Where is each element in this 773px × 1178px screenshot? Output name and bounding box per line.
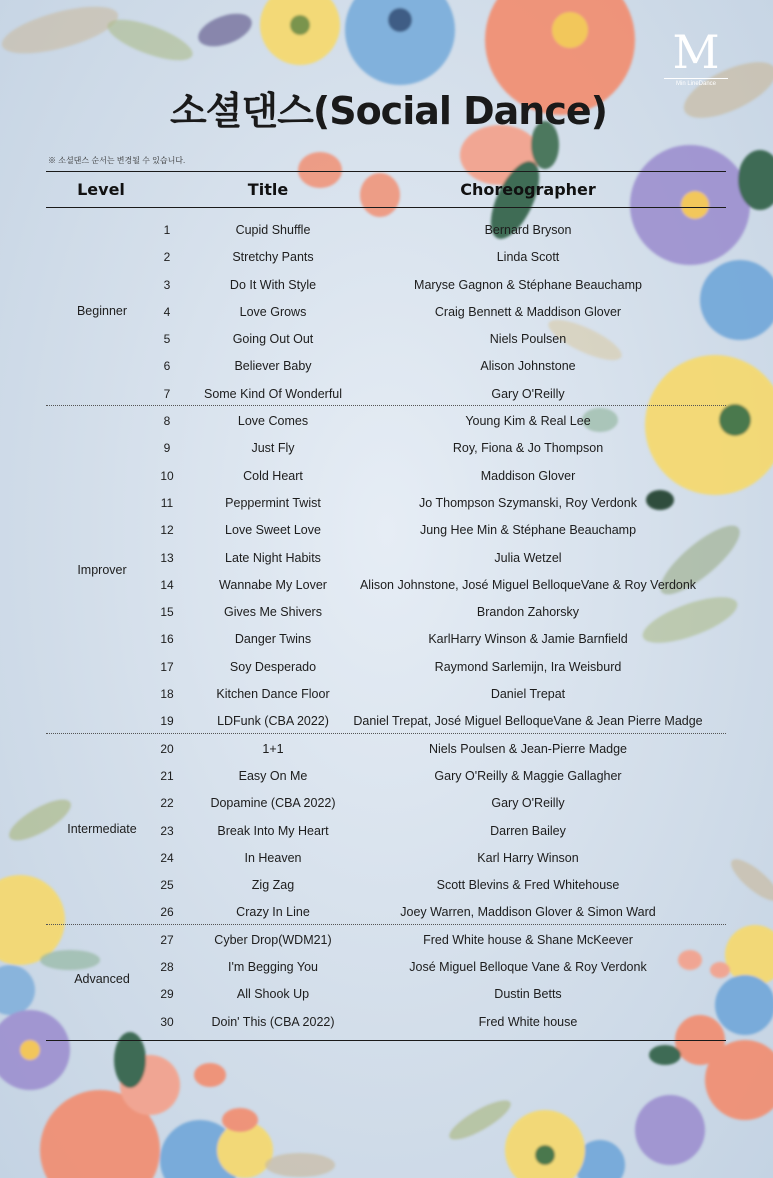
row-number: 11 (160, 495, 174, 510)
choreographer-name: Linda Scott (496, 250, 560, 265)
table-row (0, 625, 773, 652)
dance-title: 1+1 (262, 741, 284, 756)
table-row (0, 844, 773, 871)
choreographer-name: Scott Blevins & Fred Whitehouse (436, 878, 620, 893)
row-number: 25 (160, 878, 174, 893)
level-label: Intermediate (67, 822, 137, 837)
dance-title: I'm Begging You (228, 960, 318, 975)
table-row (0, 789, 773, 816)
table-row (0, 407, 773, 434)
table-row (0, 898, 773, 925)
table-row (0, 216, 773, 243)
dance-title: Crazy In Line (236, 905, 310, 920)
dance-title: Stretchy Pants (232, 250, 314, 265)
row-number: 24 (160, 850, 174, 865)
choreographer-name: Raymond Sarlemijn, Ira Weisburd (434, 659, 622, 674)
choreographer-name: Daniel Trepat, José Miguel BelloqueVane & Jean Pierre Madge (353, 714, 703, 729)
row-number: 7 (163, 386, 171, 401)
choreographer-name: Gary O'Reilly & Maggie Gallagher (434, 768, 622, 783)
dance-title: Love Grows (239, 304, 307, 319)
choreographer-name: Daniel Trepat (490, 687, 566, 702)
choreographer-name: Darren Bailey (490, 823, 566, 838)
choreographer-name: Bernard Bryson (484, 223, 572, 237)
level-separator (46, 733, 726, 734)
dance-title: In Heaven (244, 850, 302, 865)
choreographer-name: Fred White house & Shane McKeever (423, 932, 633, 947)
logo-subtitle: Min LineDance (675, 81, 717, 87)
header-choreographer: Choreographer (460, 180, 596, 199)
table-row (0, 325, 773, 352)
table-row (0, 434, 773, 461)
row-number: 26 (160, 905, 174, 920)
row-number: 29 (160, 987, 174, 1002)
choreographer-name: Roy, Fiona & Jo Thompson (452, 441, 604, 456)
level-label: Advanced (74, 972, 130, 987)
choreographer-name: José Miguel Belloque Vane & Roy Verdonk (409, 960, 647, 975)
choreographer-name: Julia Wetzel (494, 550, 562, 565)
table-row (0, 271, 773, 298)
dance-title: Peppermint Twist (225, 495, 321, 510)
logo (660, 26, 732, 87)
choreographer-name: Niels Poulsen (489, 332, 567, 347)
row-number: 18 (160, 687, 174, 702)
choreographer-name: Brandon Zahorsky (476, 605, 580, 620)
row-number: 27 (160, 932, 174, 947)
header-title: Title (247, 180, 289, 199)
row-number: 12 (160, 523, 174, 538)
choreographer-name: Jung Hee Min & Stéphane Beauchamp (419, 523, 637, 538)
dance-title: Do It With Style (229, 277, 317, 292)
dance-title: LDFunk (CBA 2022) (217, 714, 329, 729)
dance-title: Gives Me Shivers (224, 605, 322, 620)
row-number: 23 (160, 823, 174, 838)
table-bottom-rule (46, 1040, 726, 1041)
table-row (0, 871, 773, 898)
dance-title: Some Kind Of Wonderful (203, 386, 343, 401)
page-title: 소셜댄스(Social Dance) (170, 89, 608, 133)
choreographer-name: KarlHarry Winson & Jamie Barnfield (428, 632, 628, 647)
header-rule (46, 207, 726, 208)
row-number: 14 (160, 577, 174, 592)
level-label: Improver (77, 562, 127, 577)
table-row (0, 243, 773, 270)
choreographer-name: Craig Bennett & Maddison Glover (434, 304, 622, 319)
table-row (0, 707, 773, 734)
level-label: Beginner (76, 303, 128, 318)
table-row (0, 516, 773, 543)
choreographer-name: Young Kim & Real Lee (465, 414, 591, 429)
row-number: 1 (163, 223, 171, 237)
row-number: 22 (160, 796, 174, 811)
dance-title: Love Sweet Love (225, 523, 321, 538)
dance-title: Soy Desperado (229, 659, 317, 674)
row-number: 5 (163, 332, 171, 347)
dance-title: Love Comes (237, 414, 309, 429)
dance-title: All Shook Up (236, 987, 310, 1002)
level-separator (46, 405, 726, 406)
choreographer-name: Alison Johnstone (480, 359, 576, 374)
dance-title: Easy On Me (238, 768, 308, 783)
dance-title: Zig Zag (251, 878, 295, 893)
row-number: 13 (160, 550, 174, 565)
table-row (0, 598, 773, 625)
dance-title: Break Into My Heart (217, 823, 329, 838)
dance-table (0, 216, 773, 1035)
table-row (0, 926, 773, 953)
dance-title: Late Night Habits (225, 550, 321, 565)
row-number: 15 (160, 605, 174, 620)
table-row (0, 1008, 773, 1035)
schedule-note: ※ 소셜댄스 순서는 변경될 수 있습니다. (48, 156, 186, 165)
choreographer-name: Joey Warren, Maddison Glover & Simon Ward (400, 905, 656, 920)
level-separator (46, 924, 726, 925)
row-number: 6 (163, 359, 171, 374)
table-row (0, 762, 773, 789)
row-number: 8 (163, 414, 171, 429)
row-number: 2 (163, 250, 171, 265)
row-number: 17 (160, 659, 174, 674)
table-top-rule (46, 171, 726, 172)
dance-title: Cyber Drop(WDM21) (214, 932, 332, 947)
row-number: 30 (160, 1014, 174, 1029)
dance-title: Doin' This (CBA 2022) (211, 1014, 335, 1029)
dance-title: Believer Baby (234, 359, 312, 374)
table-row (0, 489, 773, 516)
table-row (0, 352, 773, 379)
choreographer-name: Fred White house (478, 1014, 578, 1029)
dance-title: Kitchen Dance Floor (216, 687, 330, 702)
dance-title: Cold Heart (243, 468, 303, 483)
dance-title: Cupid Shuffle (235, 223, 311, 237)
dance-title: Just Fly (251, 441, 295, 456)
dance-title: Dopamine (CBA 2022) (210, 796, 336, 811)
choreographer-name: Maryse Gagnon & Stéphane Beauchamp (414, 277, 642, 292)
row-number: 3 (163, 277, 171, 292)
logo-mark: M (672, 25, 720, 79)
choreographer-name: Alison Johnstone, José Miguel BelloqueVane & Roy Verdonk (359, 577, 697, 592)
row-number: 9 (163, 441, 171, 456)
choreographer-name: Jo Thompson Szymanski, Roy Verdonk (419, 495, 637, 510)
choreographer-name: Karl Harry Winson (477, 850, 579, 865)
choreographer-name: Gary O'Reilly (491, 796, 565, 811)
choreographer-name: Maddison Glover (480, 468, 576, 483)
header-level: Level (77, 180, 125, 199)
dance-title: Wannabe My Lover (219, 577, 327, 592)
dance-title: Going Out Out (232, 332, 314, 347)
choreographer-name: Niels Poulsen & Jean-Pierre Madge (428, 741, 628, 756)
row-number: 20 (160, 741, 174, 756)
row-number: 21 (160, 768, 174, 783)
dance-title: Danger Twins (234, 632, 312, 647)
row-number: 10 (160, 468, 174, 483)
choreographer-name: Gary O'Reilly (491, 386, 565, 401)
table-row (0, 462, 773, 489)
row-number: 16 (160, 632, 174, 647)
table-row (0, 653, 773, 680)
row-number: 19 (160, 714, 174, 729)
table-row (0, 735, 773, 762)
choreographer-name: Dustin Betts (494, 987, 562, 1002)
row-number: 4 (163, 304, 171, 319)
row-number: 28 (160, 960, 174, 975)
table-row (0, 680, 773, 707)
table-row (0, 380, 773, 407)
